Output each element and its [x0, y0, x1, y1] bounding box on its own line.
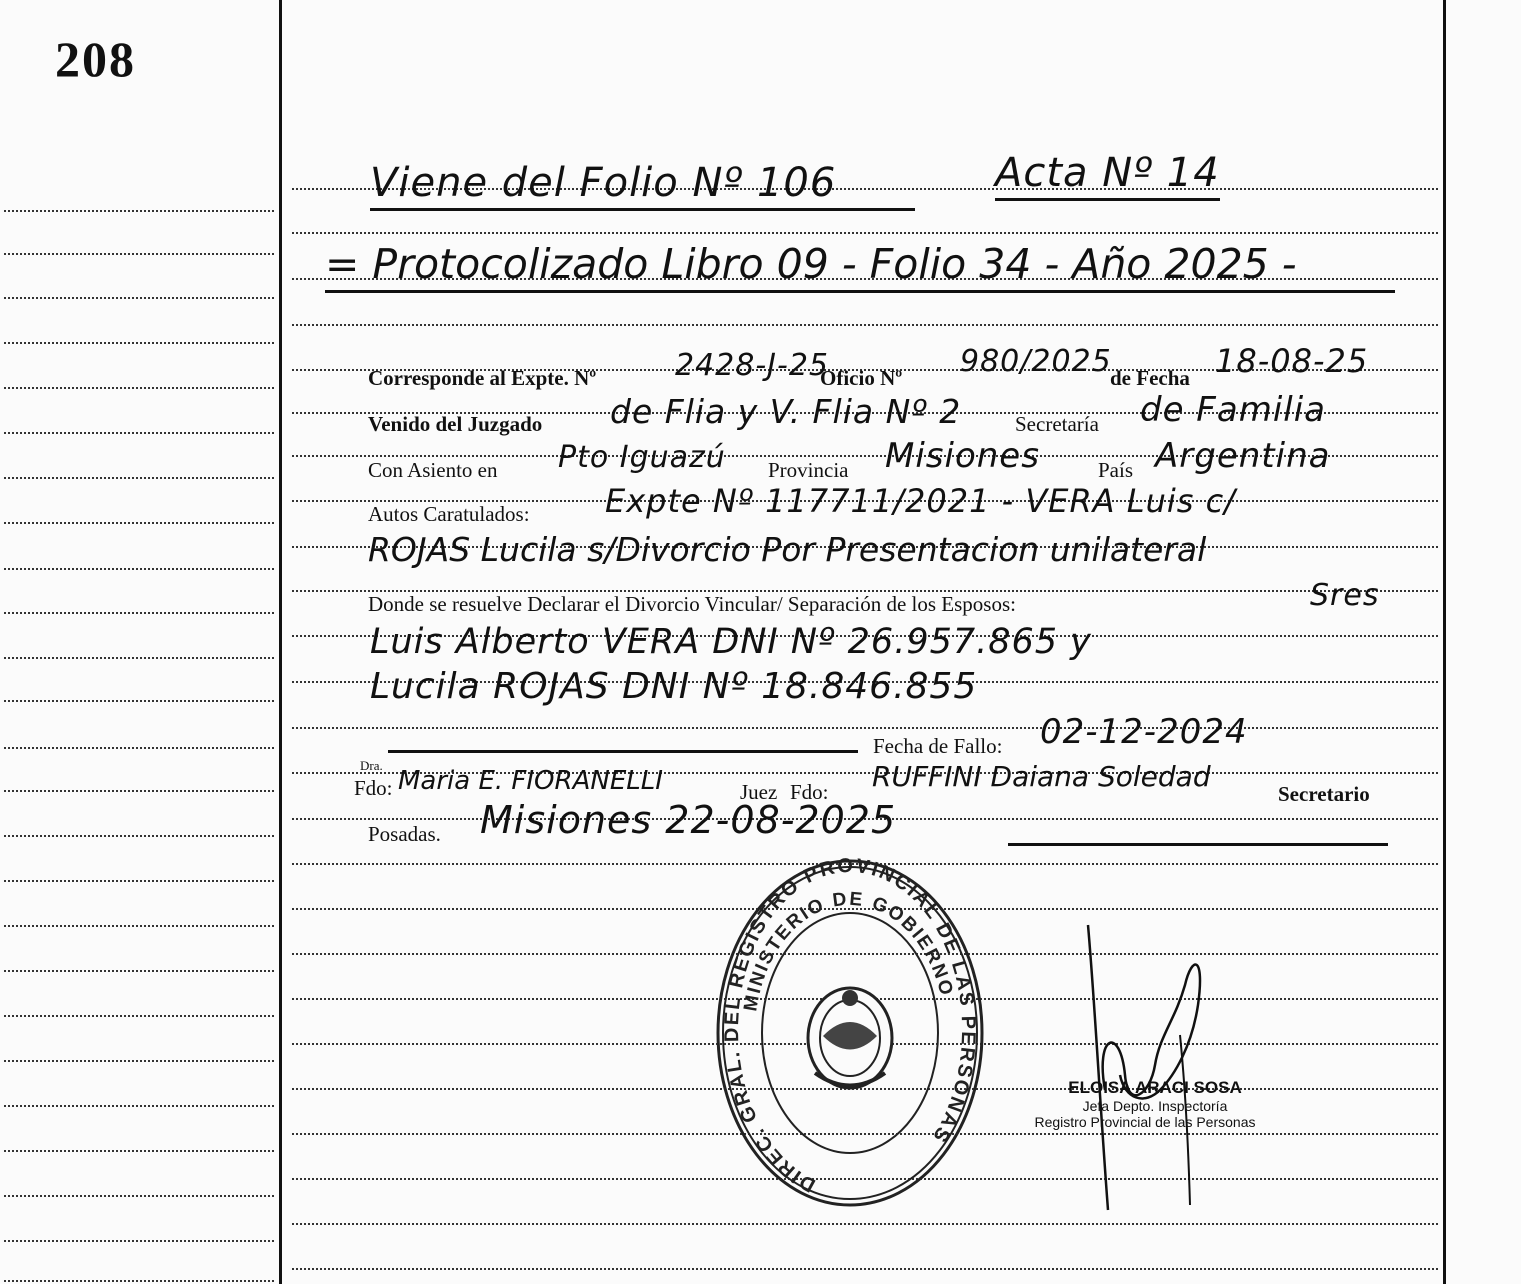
- posadas-rule: [1008, 843, 1388, 846]
- expte-label: Corresponde al Expte. Nº: [368, 366, 597, 390]
- asiento-value: Pto Iguazú: [558, 440, 726, 475]
- juez-value: Maria E. FIORANELLI: [398, 766, 663, 796]
- margin-rule-line: [4, 970, 274, 972]
- margin-rule-line: [4, 1280, 274, 1282]
- margin-rule-line: [4, 790, 274, 792]
- signatory-role: Jefa Depto. Inspectoría: [1082, 1098, 1228, 1114]
- provincia-label: Provincia: [768, 458, 849, 482]
- venido-label: Venido del Juzgado: [368, 412, 543, 436]
- body-rule-line: [292, 324, 1438, 326]
- acta-number: Acta Nº 14: [995, 150, 1220, 201]
- secretario-label: Secretario: [1278, 782, 1370, 806]
- signatory-org: Registro Provincial de las Personas: [1034, 1114, 1256, 1130]
- posadas-label: Posadas.: [368, 822, 441, 846]
- esposo-1: Luis Alberto VERA DNI Nº 26.957.865 y: [370, 622, 1092, 662]
- margin-rule-line: [4, 342, 274, 344]
- margin-rule-line: [4, 880, 274, 882]
- secretaria-label: Secretaría: [1015, 412, 1099, 436]
- protocolizado-line: = Protocolizado Libro 09 - Folio 34 - Año 2025 -: [325, 240, 1395, 293]
- folio-number: 208: [55, 31, 136, 87]
- secretario-value: RUFFINI Daiana Soledad: [872, 760, 1211, 793]
- official-seal-stamp: [715, 858, 985, 1208]
- body-rule-line: [292, 232, 1438, 234]
- esposo-2: Lucila ROJAS DNI Nº 18.846.855: [370, 666, 978, 707]
- pais-value: Argentina: [1155, 436, 1331, 476]
- autos-value-2: ROJAS Lucila s/Divorcio Por Presentacion unilateral: [368, 530, 1207, 569]
- dra-label: Dra.: [360, 758, 383, 773]
- expte-value: 2428-J-25: [675, 348, 830, 383]
- asiento-label: Con Asiento en: [368, 458, 498, 482]
- fecha-label: de Fecha: [1110, 366, 1190, 390]
- coat-of-arms-icon: [808, 988, 892, 1088]
- viene-del-folio: Viene del Folio Nº 106: [370, 160, 915, 211]
- margin-rule-line: [4, 1105, 274, 1107]
- margin-line-right: [1443, 0, 1446, 1284]
- fecha-value: 18-08-25: [1215, 342, 1369, 380]
- autos-value-1: Expte Nº 117711/2021 - VERA Luis c/: [605, 482, 1236, 520]
- juez-label: Juez: [740, 780, 778, 804]
- margin-rule-line: [4, 657, 274, 659]
- secretaria-value: de Familia: [1140, 390, 1326, 430]
- provincia-value: Misiones: [885, 436, 1040, 476]
- body-rule-line: [292, 1223, 1438, 1225]
- oficio-value: 980/2025: [960, 344, 1112, 379]
- margin-rule-line: [4, 387, 274, 389]
- autos-label: Autos Caratulados:: [368, 502, 530, 526]
- margin-rule-line: [4, 477, 274, 479]
- margin-rule-line: [4, 1150, 274, 1152]
- margin-rule-line: [4, 1195, 274, 1197]
- posadas-value: Misiones 22-08-2025: [480, 798, 897, 842]
- margin-rule-line: [4, 612, 274, 614]
- fecha-fallo-value: 02-12-2024: [1040, 712, 1248, 752]
- venido-value: de Flia y V. Flia Nº 2: [610, 392, 962, 431]
- margin-rule-line: [4, 747, 274, 749]
- signature-block: [990, 1078, 1280, 1130]
- donde-label: Donde se resuelve Declarar el Divorcio Vincular/ Separación de los Esposos:: [368, 592, 1016, 616]
- fecha-fallo-label: Fecha de Fallo:: [873, 734, 1003, 758]
- fdo-label: Fdo:: [354, 776, 393, 800]
- margin-rule-line: [4, 432, 274, 434]
- margin-rule-line: [4, 210, 274, 212]
- signatory-name: ELOISA ARACI SOSA: [1068, 1078, 1242, 1097]
- margin-rule-line: [4, 297, 274, 299]
- donde-value: Sres: [1310, 578, 1380, 613]
- stamp-outer-text: DIREC. GRAL. DEL REGISTRO PROVINCIAL DE LAS PERSONAS: [720, 858, 980, 1197]
- body-rule-line: [292, 1268, 1438, 1270]
- margin-line-left: [279, 0, 282, 1284]
- margin-rule-line: [4, 1240, 274, 1242]
- margin-rule-line: [4, 1060, 274, 1062]
- handwritten-signature: [1080, 915, 1210, 1215]
- oficio-label: Oficio Nº: [820, 366, 903, 390]
- margin-rule-line: [4, 522, 274, 524]
- margin-rule-line: [4, 253, 274, 255]
- stamp-inner-text: MINISTERIO DE GOBIERNO: [740, 888, 958, 1013]
- margin-rule-line: [4, 568, 274, 570]
- margin-rule-line: [4, 925, 274, 927]
- margin-rule-line: [4, 700, 274, 702]
- margin-rule-line: [4, 1015, 274, 1017]
- fdo2-label: Fdo:: [790, 780, 829, 804]
- body-rule-line: [292, 727, 1438, 729]
- pais-label: País: [1098, 458, 1134, 482]
- margin-rule-line: [4, 835, 274, 837]
- fallo-blank-line: [388, 750, 858, 753]
